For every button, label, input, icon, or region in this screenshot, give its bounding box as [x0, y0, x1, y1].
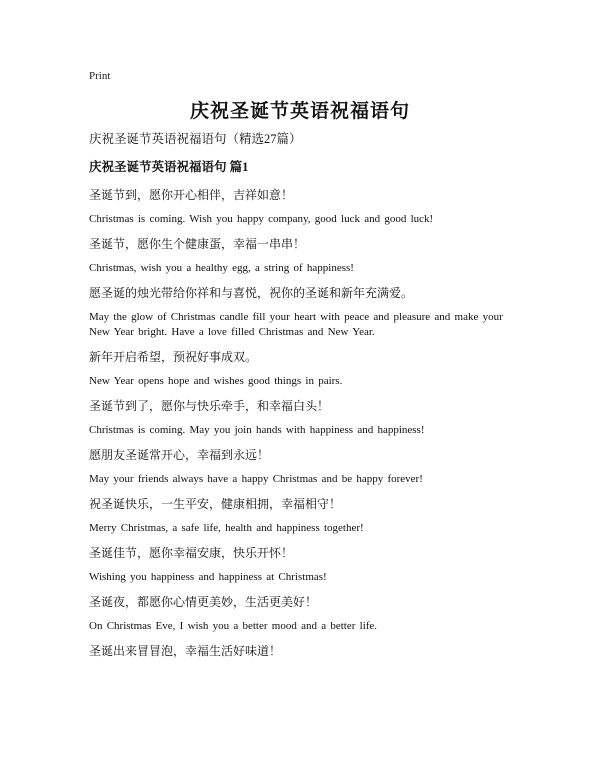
- greeting-line-zh: 圣诞夜，都愿你心情更美妙，生活更美好！: [89, 595, 318, 609]
- greeting-line-en: Christmas is coming. Wish you happy company, good luck and good luck!: [89, 213, 434, 225]
- section-heading: 庆祝圣诞节英语祝福语句 篇1: [89, 160, 249, 174]
- greeting-line-en: On Christmas Eve, I wish you a better mood and a better life.: [89, 620, 378, 632]
- greeting-line-en: May the glow of Christmas candle fill your heart with peace and pleasure and make your New Year bright. Have a love filled Christmas and New Year.: [89, 311, 503, 338]
- greeting-line-zh: 圣诞节，愿你生个健康蛋，幸福一串串！: [89, 237, 306, 251]
- greeting-line-zh: 愿朋友圣诞常开心，幸福到永远！: [89, 448, 270, 462]
- greeting-line-zh: 新年开启希望，预祝好事成双。: [89, 350, 258, 364]
- greeting-line-en: New Year opens hope and wishes good things in pairs.: [89, 375, 343, 387]
- greeting-line-zh: 圣诞节到了，愿你与快乐牵手，和幸福白头！: [89, 399, 330, 413]
- greeting-line-en: Christmas, wish you a healthy egg, a string of happiness!: [89, 262, 354, 274]
- document-subtitle: 庆祝圣诞节英语祝福语句（精选27篇）: [89, 132, 302, 146]
- greeting-line-en: Wishing you happiness and happiness at Christmas!: [89, 571, 327, 583]
- greeting-line-zh: 祝圣诞快乐，一生平安，健康相拥，幸福相守！: [89, 497, 342, 511]
- greeting-line-zh: 圣诞佳节，愿你幸福安康，快乐开怀！: [89, 546, 294, 560]
- greeting-line-en: Merry Christmas, a safe life, health and happiness together!: [89, 522, 364, 534]
- greeting-line-zh: 愿圣诞的烛光带给你祥和与喜悦，祝你的圣诞和新年充满爱。: [89, 286, 414, 300]
- greeting-line-zh: 圣诞出来冒冒泡，幸福生活好味道！: [89, 644, 282, 658]
- greeting-line-en: Christmas is coming. May you join hands with happiness and happiness!: [89, 424, 425, 436]
- print-link[interactable]: Print: [89, 70, 111, 82]
- greeting-line-zh: 圣诞节到，愿你开心相伴，吉祥如意！: [89, 188, 294, 202]
- document-title: 庆祝圣诞节英语祝福语句: [189, 101, 410, 122]
- document-content: [89, 130, 519, 668]
- greeting-line-en: May your friends always have a happy Christmas and be happy forever!: [89, 473, 423, 485]
